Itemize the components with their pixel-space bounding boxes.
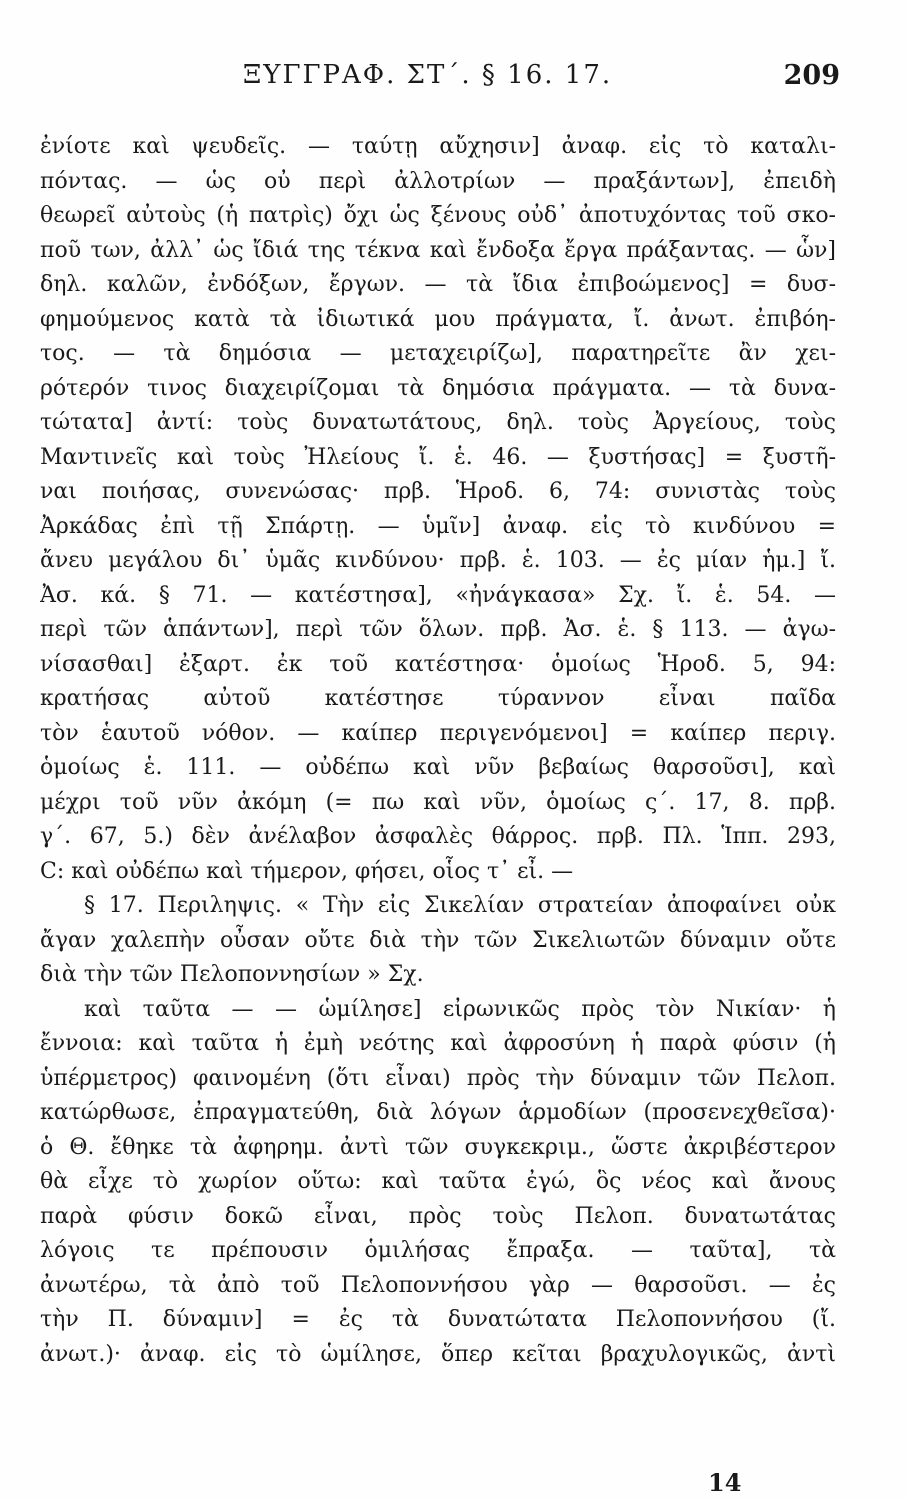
text-line: διὰ τὴν τῶν Πελοποννησίων » Σχ. — [40, 962, 424, 987]
text-line: καὶ ταῦτα — — ὡμίλησε] εἰρωνικῶς πρὸς τὸν Νικίαν· ἡ — [84, 996, 836, 1022]
text-line: τώτατα] ἀντί: τοὺς δυνατωτάτους, δηλ. τοὺς Ἀργείους, τοὺς — [40, 410, 836, 435]
text-line: πόντας. — ὡς οὐ περὶ ἀλλοτρίων — πραξάντων], ἐπειδὴ — [40, 168, 836, 194]
text-line: θεωρεῖ αὐτοὺς (ἡ πατρὶς) ὄχι ὡς ξένους οὐδ᾽ ἀποτυχόντας τοῦ σκο- — [40, 203, 836, 228]
text-line: ὁμοίως ἑ. 111. — οὐδέπω καὶ νῦν βεβαίως θαρσοῦσι], καὶ — [40, 755, 836, 780]
text-line: ρότερόν τινος διαχειρίζομαι τὰ δημόσια πράγματα. — τὰ δυνα- — [40, 375, 836, 401]
text-line: C: καὶ οὐδέπω καὶ τήμερον, φήσει, οἷος τ᾽ εἶ. — — [40, 858, 574, 884]
signature-mark: 14 — [708, 1468, 742, 1497]
text-line: κατώρθωσε, ἐπραγματεύθη, διὰ λόγων ἁρμοδίων (προσενεχθεῖσα)· — [40, 1100, 836, 1125]
text-line: περὶ τῶν ἁπάντων], περὶ τῶν ὅλων. πρβ. Ἀσ. ἑ. § 113. — ἀγω- — [40, 617, 836, 642]
text-line: ἐνίοτε καὶ ψευδεῖς. — ταύτῃ αὔχησιν] ἀναφ. εἰς τὸ καταλι- — [40, 134, 836, 159]
text-line: ποῦ των, ἀλλ᾽ ὡς ἴδιά της τέκνα καὶ ἔνδοξα ἔργα πράξαντας. — ὧν] — [40, 237, 836, 263]
section-heading-line: § 17. Περιληψις. « Τὴν εἰς Σικελίαν στρατείαν ἀποφαίνει οὐκ — [84, 893, 836, 918]
text-line: μέχρι τοῦ νῦν ἀκόμη (= πω καὶ νῦν, ὁμοίως ς΄. 17, 8. πρβ. — [40, 789, 836, 815]
text-line: δηλ. καλῶν, ἐνδόξων, ἔργων. — τὰ ἴδια ἐπιβοώμενος] = δυσ- — [40, 272, 836, 297]
text-line: τὸν ἑαυτοῦ νόθον. — καίπερ περιγενόμενοι] = καίπερ περιγ. — [40, 720, 836, 746]
text-line: ἀνωτέρω, τὰ ἀπὸ τοῦ Πελοποννήσου γὰρ — θαρσοῦσι. — ἐς — [40, 1272, 836, 1298]
header-title: ΞΥΓΓΡΑΦ. ΣΤ΄. § 16. 17. — [243, 60, 613, 90]
commentary-text — [40, 130, 836, 1372]
text-line: γ΄. 67, 5.) δὲν ἀνέλαβον ἀσφαλὲς θάρρος. πρβ. Πλ. Ἱππ. 293, — [40, 824, 836, 849]
text-line: κρατήσας αὐτοῦ κατέστησε τύραννον εἶναι παῖδα — [40, 686, 836, 711]
text-line: ἄγαν χαλεπὴν οὖσαν οὔτε διὰ τὴν τῶν Σικελιωτῶν δύναμιν οὔτε — [40, 927, 836, 953]
text-line: παρὰ φύσιν δοκῶ εἶναι, πρὸς τοὺς Πελοπ. δυνατωτάτας — [40, 1203, 836, 1229]
text-line: ἀνωτ.)· ἀναφ. εἰς τὸ ὡμίλησε, ὅπερ κεῖται βραχυλογικῶς, ἀντὶ — [40, 1341, 836, 1367]
text-line: Ἀρκάδας ἐπὶ τῇ Σπάρτῃ. — ὑμῖν] ἀναφ. εἰς τὸ κινδύνου = — [40, 513, 836, 539]
text-line: ἄνευ μεγάλου δι᾽ ὑμᾶς κινδύνου· πρβ. ἑ. 103. — ἐς μίαν ἡμ.] ἴ. — [40, 548, 836, 573]
text-line: Ἀσ. κά. § 71. — κατέστησα], «ἠνάγκασα» Σχ. ἴ. ἑ. 54. — — [40, 582, 836, 608]
text-line: νίσασθαι] ἐξαρτ. ἐκ τοῦ κατέστησα· ὁμοίως Ἡροδ. 5, 94: — [40, 651, 836, 677]
text-line: τος. — τὰ δημόσια — μεταχειρίζω], παρατηρεῖτε ἂν χει- — [40, 341, 836, 366]
text-line: ναι ποιήσας, συνενώσας· πρβ. Ἡροδ. 6, 74: συνιστὰς τοὺς — [40, 479, 836, 504]
text-line: ὁ Θ. ἔθηκε τὰ ἀφηρημ. ἀντὶ τῶν συγκεκριμ., ὥστε ἀκριβέστερον — [40, 1134, 836, 1160]
text-line: λόγοις τε πρέπουσιν ὁμιλήσας ἔπραξα. — ταῦτα], τὰ — [40, 1238, 836, 1263]
page-number: 209 — [783, 60, 840, 91]
text-line: τὴν Π. δύναμιν] = ἐς τὰ δυνατώτατα Πελοποννήσου (ἴ. — [40, 1307, 836, 1332]
text-line: ἔννοια: καὶ ταῦτα ἡ ἐμὴ νεότης καὶ ἀφροσύνη ἡ παρὰ φύσιν (ἡ — [40, 1031, 836, 1056]
text-line: ὑπέρμετρος) φαινομένη (ὅτι εἶναι) πρὸς τὴν δύναμιν τῶν Πελοπ. — [40, 1065, 836, 1091]
running-header — [40, 60, 840, 94]
text-line: φημούμενος κατὰ τὰ ἰδιωτικά μου πράγματα, ἴ. ἀνωτ. ἐπιβόη- — [40, 306, 836, 332]
text-line: Μαντινεῖς καὶ τοὺς Ἠλείους ἴ. ἑ. 46. — ξυστήσας] = ξυστῆ- — [40, 444, 836, 470]
text-line: θὰ εἶχε τὸ χωρίον οὕτω: καὶ ταῦτα ἐγώ, ὃς νέος καὶ ἄνους — [40, 1169, 836, 1194]
